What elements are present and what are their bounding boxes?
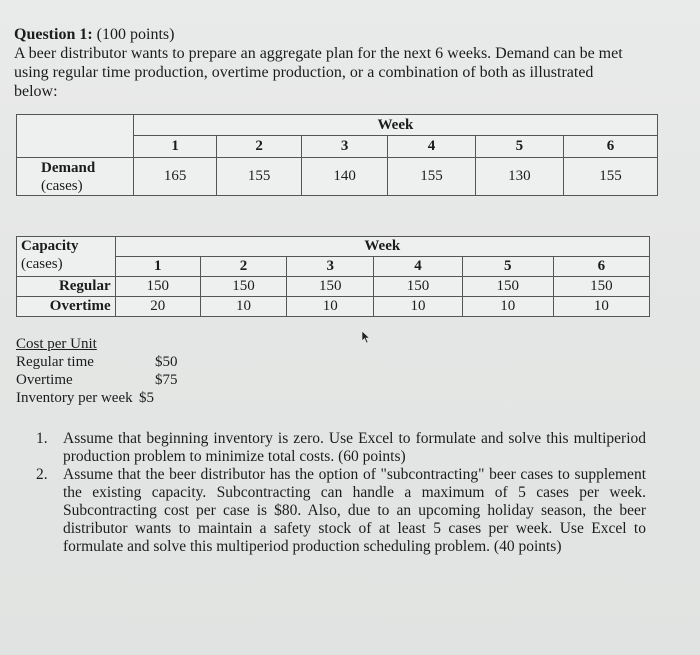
demand-values-row: [17, 158, 658, 196]
capacity-label-cell: [17, 237, 116, 277]
capacity-table: [16, 236, 650, 317]
week-number: 6: [563, 136, 657, 158]
week-number: 5: [475, 136, 563, 158]
overtime-capacity: 10: [374, 297, 462, 317]
week-number: 5: [462, 257, 553, 277]
capacity-label: Capacity: [21, 238, 79, 254]
demand-corner-cell: [17, 115, 134, 158]
capacity-week-header: Week: [115, 237, 649, 257]
regular-label: Regular: [17, 277, 116, 297]
week-number: 2: [217, 136, 302, 158]
overtime-capacity: 10: [287, 297, 374, 317]
task-item: [36, 466, 646, 556]
task-item: [36, 430, 646, 466]
cost-label: Inventory per week: [16, 390, 133, 406]
task-number: 1.: [36, 430, 48, 447]
demand-value: 130: [475, 158, 563, 196]
task-text: Assume that beginning inventory is zero. Use Excel to formulate and solve this multiperiod production problem to minimize total costs. (60 points): [63, 430, 646, 465]
capacity-week-header-row: [17, 237, 650, 257]
capacity-label-unit: (cases): [21, 256, 63, 272]
cost-row-overtime: [16, 371, 178, 389]
demand-value: 155: [388, 158, 475, 196]
week-number: 4: [374, 257, 462, 277]
cost-row-inventory: [16, 389, 178, 407]
week-number: 6: [553, 257, 649, 277]
cost-title: Cost per Unit: [16, 336, 97, 352]
task-text: Assume that the beer distributor has the option of "subcontracting" beer cases to supplement the existing capacity. Subcontracting can handle a maximum of 5 cases per week. Subcontracting cost per case is $80. Also, due to an upcoming holiday season, the beer distributor wants to maintain a safety stock of at least 5 cases per week. Use Excel to formulate and solve this multiperiod production scheduling problem. (40 points): [63, 466, 646, 555]
demand-value: 155: [217, 158, 302, 196]
overtime-capacity: 10: [553, 297, 649, 317]
cost-label: Overtime: [16, 372, 73, 388]
week-number: 2: [200, 257, 286, 277]
overtime-capacity: 10: [200, 297, 286, 317]
overtime-capacity: 10: [462, 297, 553, 317]
cost-row-regular: [16, 353, 178, 371]
week-number: 3: [301, 136, 387, 158]
question-intro: [14, 44, 674, 101]
intro-line: below:: [14, 83, 58, 100]
question-points: (100 points): [96, 26, 175, 43]
week-number: 4: [388, 136, 475, 158]
regular-capacity: 150: [374, 277, 462, 297]
demand-week-header-row: [17, 115, 658, 136]
week-number: 1: [115, 257, 200, 277]
cost-value: $50: [155, 354, 178, 370]
demand-week-header: Week: [133, 115, 657, 136]
task-number: 2.: [36, 466, 48, 483]
regular-capacity: 150: [287, 277, 374, 297]
demand-row-label: [17, 158, 134, 196]
regular-capacity: 150: [553, 277, 649, 297]
cost-label: Regular time: [16, 354, 94, 370]
week-number: 3: [287, 257, 374, 277]
question-header: [14, 25, 174, 44]
cost-per-unit: [16, 335, 178, 407]
intro-line: using regular time production, overtime production, or a combination of both as illustrated: [14, 64, 594, 81]
overtime-capacity: 20: [115, 297, 200, 317]
overtime-label: Overtime: [17, 297, 116, 317]
cost-value: $75: [155, 372, 178, 388]
demand-table: [16, 114, 658, 196]
demand-label-unit: (cases): [41, 177, 83, 194]
capacity-overtime-row: [17, 297, 650, 317]
regular-capacity: 150: [462, 277, 553, 297]
regular-capacity: 150: [115, 277, 200, 297]
mouse-cursor-icon: [361, 330, 371, 344]
cost-value: $5: [139, 390, 154, 406]
week-number: 1: [133, 136, 217, 158]
intro-line: A beer distributor wants to prepare an aggregate plan for the next 6 weeks. Demand can be met: [14, 45, 623, 62]
capacity-regular-row: [17, 277, 650, 297]
question-title: Question 1:: [14, 26, 93, 43]
demand-label: Demand: [41, 159, 96, 176]
regular-capacity: 150: [200, 277, 286, 297]
task-list: [36, 430, 646, 556]
demand-value: 165: [133, 158, 217, 196]
demand-value: 140: [301, 158, 387, 196]
demand-value: 155: [563, 158, 657, 196]
